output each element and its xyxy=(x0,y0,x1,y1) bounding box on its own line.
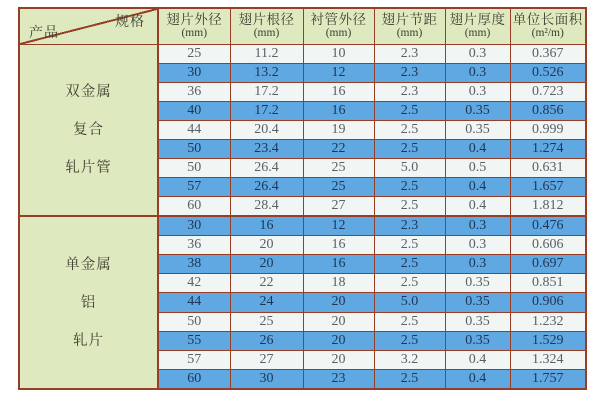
cell-fin-pitch: 2.5 xyxy=(374,236,445,255)
header-label: 衬管外径 xyxy=(310,12,367,28)
cell-unit-area: 1.232 xyxy=(510,312,586,331)
cell-fin-outer-dia: 42 xyxy=(158,274,230,293)
cell-fin-pitch: 2.5 xyxy=(374,369,445,389)
cell-unit-area: 0.526 xyxy=(510,63,586,82)
cell-liner-outer-dia: 16 xyxy=(303,255,374,274)
product-label-line: 双金属 xyxy=(65,83,112,100)
cell-fin-outer-dia: 57 xyxy=(158,177,230,196)
cell-liner-outer-dia: 25 xyxy=(303,177,374,196)
header-fin-root-dia xyxy=(230,8,303,44)
cell-fin-pitch: 5.0 xyxy=(374,158,445,177)
cell-unit-area: 1.812 xyxy=(510,197,586,217)
cell-liner-outer-dia: 25 xyxy=(303,158,374,177)
cell-fin-pitch: 2.5 xyxy=(374,274,445,293)
cell-fin-outer-dia: 30 xyxy=(158,216,230,236)
cell-unit-area: 0.999 xyxy=(510,120,586,139)
table-row xyxy=(19,216,586,236)
cell-fin-pitch: 2.5 xyxy=(374,120,445,139)
cell-fin-thickness: 0.35 xyxy=(445,120,510,139)
cell-fin-outer-dia: 30 xyxy=(158,63,230,82)
cell-fin-thickness: 0.35 xyxy=(445,331,510,350)
cell-fin-thickness: 0.4 xyxy=(445,197,510,217)
cell-fin-thickness: 0.4 xyxy=(445,139,510,158)
cell-fin-outer-dia: 55 xyxy=(158,331,230,350)
cell-fin-thickness: 0.35 xyxy=(445,274,510,293)
cell-fin-thickness: 0.4 xyxy=(445,177,510,196)
cell-liner-outer-dia: 10 xyxy=(303,44,374,63)
cell-unit-area: 0.367 xyxy=(510,44,586,63)
cell-unit-area: 0.606 xyxy=(510,236,586,255)
cell-fin-root-dia: 26.4 xyxy=(230,158,303,177)
cell-fin-pitch: 2.5 xyxy=(374,312,445,331)
cell-liner-outer-dia: 16 xyxy=(303,82,374,101)
cell-fin-root-dia: 22 xyxy=(230,274,303,293)
cell-fin-outer-dia: 50 xyxy=(158,158,230,177)
product-label-line: 单金属 xyxy=(65,256,112,273)
cell-fin-root-dia: 25 xyxy=(230,312,303,331)
cell-fin-outer-dia: 38 xyxy=(158,255,230,274)
header-row xyxy=(19,8,586,44)
cell-fin-root-dia: 23.4 xyxy=(230,139,303,158)
header-label: 翅片外径 xyxy=(166,12,223,28)
cell-fin-outer-dia: 50 xyxy=(158,139,230,158)
header-fin-pitch xyxy=(374,8,445,44)
cell-fin-root-dia: 17.2 xyxy=(230,101,303,120)
cell-fin-outer-dia: 36 xyxy=(158,82,230,101)
cell-unit-area: 0.476 xyxy=(510,216,586,236)
cell-fin-thickness: 0.3 xyxy=(445,216,510,236)
cell-fin-pitch: 2.5 xyxy=(374,197,445,217)
cell-liner-outer-dia: 20 xyxy=(303,293,374,312)
product-label-line: 轧片管 xyxy=(65,159,112,176)
cell-liner-outer-dia: 27 xyxy=(303,197,374,217)
cell-fin-pitch: 3.2 xyxy=(374,350,445,369)
cell-liner-outer-dia: 20 xyxy=(303,312,374,331)
cell-fin-pitch: 2.5 xyxy=(374,255,445,274)
header-label: 翅片厚度 xyxy=(449,12,506,28)
table-body xyxy=(19,44,586,389)
cell-fin-pitch: 2.3 xyxy=(374,216,445,236)
fin-tube-spec-table xyxy=(18,7,587,390)
cell-fin-pitch: 2.3 xyxy=(374,82,445,101)
header-unit: (mm) xyxy=(464,27,491,40)
cell-fin-thickness: 0.35 xyxy=(445,101,510,120)
cell-unit-area: 0.851 xyxy=(510,274,586,293)
cell-fin-pitch: 2.3 xyxy=(374,44,445,63)
cell-fin-thickness: 0.3 xyxy=(445,82,510,101)
cell-unit-area: 0.631 xyxy=(510,158,586,177)
cell-fin-pitch: 2.3 xyxy=(374,63,445,82)
cell-fin-thickness: 0.3 xyxy=(445,63,510,82)
header-unit-area xyxy=(510,8,586,44)
corner-label-spec: 规格 xyxy=(115,15,145,30)
cell-liner-outer-dia: 12 xyxy=(303,216,374,236)
cell-fin-outer-dia: 60 xyxy=(158,369,230,389)
cell-fin-root-dia: 27 xyxy=(230,350,303,369)
cell-fin-pitch: 5.0 xyxy=(374,293,445,312)
cell-fin-outer-dia: 44 xyxy=(158,120,230,139)
header-label: 翅片节距 xyxy=(381,12,438,28)
cell-fin-outer-dia: 36 xyxy=(158,236,230,255)
header-unit: (mm) xyxy=(325,27,352,40)
cell-fin-root-dia: 24 xyxy=(230,293,303,312)
cell-unit-area: 1.757 xyxy=(510,369,586,389)
header-label: 翅片根径 xyxy=(238,12,295,28)
cell-fin-outer-dia: 44 xyxy=(158,293,230,312)
cell-fin-pitch: 2.5 xyxy=(374,177,445,196)
cell-unit-area: 1.324 xyxy=(510,350,586,369)
cell-fin-outer-dia: 25 xyxy=(158,44,230,63)
cell-fin-root-dia: 13.2 xyxy=(230,63,303,82)
cell-liner-outer-dia: 16 xyxy=(303,236,374,255)
cell-fin-thickness: 0.35 xyxy=(445,293,510,312)
header-label: 单位长面积 xyxy=(512,12,583,28)
cell-liner-outer-dia: 20 xyxy=(303,350,374,369)
cell-fin-pitch: 2.5 xyxy=(374,139,445,158)
cell-liner-outer-dia: 22 xyxy=(303,139,374,158)
cell-fin-root-dia: 26.4 xyxy=(230,177,303,196)
cell-liner-outer-dia: 16 xyxy=(303,101,374,120)
cell-fin-thickness: 0.5 xyxy=(445,158,510,177)
corner-label-product: 产品 xyxy=(29,25,59,41)
header-unit: (m²/m) xyxy=(531,27,564,40)
cell-fin-thickness: 0.3 xyxy=(445,255,510,274)
header-unit: (mm) xyxy=(396,27,423,40)
header-fin-outer-dia xyxy=(158,8,230,44)
cell-fin-outer-dia: 40 xyxy=(158,101,230,120)
product-label-line: 复合 xyxy=(73,121,104,138)
cell-unit-area: 0.856 xyxy=(510,101,586,120)
cell-liner-outer-dia: 20 xyxy=(303,331,374,350)
cell-fin-thickness: 0.35 xyxy=(445,312,510,331)
product-cell-bimetal-composite-rolled-fin-tube xyxy=(19,44,158,216)
cell-liner-outer-dia: 19 xyxy=(303,120,374,139)
cell-unit-area: 0.697 xyxy=(510,255,586,274)
cell-fin-thickness: 0.3 xyxy=(445,236,510,255)
header-unit: (mm) xyxy=(253,27,280,40)
cell-fin-pitch: 2.5 xyxy=(374,101,445,120)
cell-liner-outer-dia: 18 xyxy=(303,274,374,293)
product-label-line: 铝 xyxy=(80,294,97,311)
cell-unit-area: 1.274 xyxy=(510,139,586,158)
product-label-line: 轧片 xyxy=(73,332,104,349)
cell-unit-area: 0.723 xyxy=(510,82,586,101)
cell-fin-pitch: 2.5 xyxy=(374,331,445,350)
cell-fin-root-dia: 28.4 xyxy=(230,197,303,217)
product-cell-single-metal-aluminum-rolled-fin xyxy=(19,216,158,389)
cell-fin-thickness: 0.4 xyxy=(445,369,510,389)
cell-fin-outer-dia: 50 xyxy=(158,312,230,331)
cell-fin-thickness: 0.3 xyxy=(445,44,510,63)
cell-fin-outer-dia: 57 xyxy=(158,350,230,369)
cell-fin-root-dia: 17.2 xyxy=(230,82,303,101)
corner-cell xyxy=(19,8,158,44)
cell-fin-root-dia: 11.2 xyxy=(230,44,303,63)
cell-fin-thickness: 0.4 xyxy=(445,350,510,369)
table-row xyxy=(19,44,586,63)
cell-fin-root-dia: 26 xyxy=(230,331,303,350)
cell-unit-area: 1.529 xyxy=(510,331,586,350)
cell-fin-root-dia: 16 xyxy=(230,216,303,236)
cell-fin-outer-dia: 60 xyxy=(158,197,230,217)
cell-liner-outer-dia: 12 xyxy=(303,63,374,82)
header-fin-thickness xyxy=(445,8,510,44)
cell-unit-area: 1.657 xyxy=(510,177,586,196)
cell-fin-root-dia: 20 xyxy=(230,255,303,274)
cell-fin-root-dia: 30 xyxy=(230,369,303,389)
header-unit: (mm) xyxy=(181,27,208,40)
cell-fin-root-dia: 20.4 xyxy=(230,120,303,139)
header-liner-outer-dia xyxy=(303,8,374,44)
cell-fin-root-dia: 20 xyxy=(230,236,303,255)
cell-unit-area: 0.906 xyxy=(510,293,586,312)
cell-liner-outer-dia: 23 xyxy=(303,369,374,389)
